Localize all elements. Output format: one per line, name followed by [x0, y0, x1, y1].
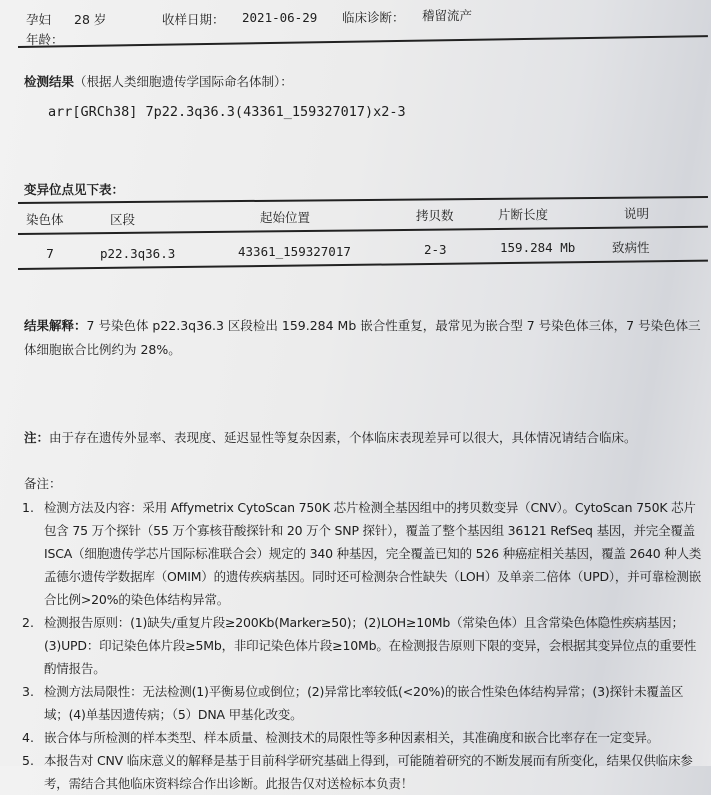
remark-text: 检测报告原则：(1)缺失/重复片段≥200Kb(Marker≥50)；(2)LOH≥10Mb（常染色体）且含常染色体隐性疾病基因；(3)UPD：印记染色体片段≥5Mb，非印记染色体片段≥10Mb。在检测报告原则下限的变异，会根据其变异位点的重要性酌情报告。 — [44, 615, 697, 676]
interpretation-label: 结果解释： — [24, 318, 87, 333]
cell-description: 致病性 — [612, 240, 650, 255]
remarks-list — [22, 496, 706, 795]
remark-item-4 — [22, 726, 706, 749]
age-label: 年龄： — [26, 32, 64, 47]
result-title-text: 检测结果 — [24, 74, 75, 89]
remark-number: 3. — [22, 684, 34, 699]
pregnant-label: 孕妇 — [26, 12, 52, 27]
header-divider — [18, 35, 708, 48]
result-title-note: （根据人类细胞遗传学国际命名体制）： — [74, 74, 293, 89]
th-length: 片断长度 — [498, 207, 549, 222]
remark-number: 4. — [22, 730, 34, 745]
diagnosis-label: 临床诊断： — [342, 10, 405, 25]
remark-number: 2. — [22, 615, 34, 630]
remark-text: 检测方法局限性：无法检测(1)平衡易位或倒位；(2)异常比率较低(<20%)的嵌合性染色体结构异常；(3)探针未覆盖区域；(4)单基因遗传病；（5）DNA 甲基化改变。 — [44, 684, 684, 722]
note — [24, 428, 637, 446]
remark-item-1 — [22, 496, 706, 611]
remark-number: 1. — [22, 500, 34, 515]
th-chromosome: 染色体 — [26, 212, 64, 227]
remark-text: 本报告对 CNV 临床意义的解释是基于目前科学研究基础上得到，可能随着研究的不断发展而有所变化，结果仅供临床参考，需结合其他临床资料综合作出诊断。此报告仅对送检标本负责！ — [44, 753, 693, 791]
table-bottom-rule — [18, 260, 708, 270]
remarks-label: 备注： — [24, 476, 62, 491]
th-region: 区段 — [110, 212, 136, 227]
th-copy: 拷贝数 — [416, 208, 454, 223]
table-title: 变异位点见下表： — [24, 182, 125, 197]
cell-start: 43361_159327017 — [238, 244, 351, 259]
cell-length: 159.284 Mb — [500, 240, 576, 255]
cell-chromosome: 7 — [46, 246, 54, 261]
remark-item-3 — [22, 680, 706, 726]
cell-copy: 2-3 — [424, 242, 447, 257]
sample-date: 2021-06-29 — [242, 10, 318, 25]
th-description: 说明 — [624, 206, 650, 221]
note-text: 由于存在遗传外显率、表现度、延迟显性等复杂因素，个体临床表现差异可以很大，具体情况请结合临床。 — [49, 430, 637, 445]
interpretation-text: 7 号染色体 p22.3q36.3 区段检出 159.284 Mb 嵌合性重复，最常见为嵌合型 7 号染色体三体，7 号染色体三体细胞嵌合比例约为 28%。 — [24, 318, 701, 357]
remark-number: 5. — [22, 753, 34, 768]
sample-date-label: 收样日期： — [162, 12, 225, 27]
remark-text: 检测方法及内容：采用 Affymetrix CytoScan 750K 芯片检测全基因组中的拷贝数变异（CNV）。CytoScan 750K 芯片包含 75 万个探针（55 万个寡核苷酸探针和 20 万个 SNP 探针），覆盖了整个基因组 36121 RefSeq 基因，并完全覆盖 ISCA（细胞遗传学芯片国际标准联合会）规定的 340 种基因，完全覆盖已知的 526 种癌症相关基因，覆盖 2640 种人类孟德尔遗传学数据库（OMIM）的遗传疾病基因。同时还可检测杂合性缺失（LOH）及单亲二倍体（UPD），并可靠检测嵌合比例>20%的染色体结构异常。 — [44, 500, 702, 607]
result-title — [24, 72, 293, 90]
th-start: 起始位置 — [260, 210, 311, 225]
remark-text: 嵌合体与所检测的样本类型、样本质量、检测技术的局限性等多种因素相关，其准确度和嵌合比率存在一定变异。 — [44, 730, 660, 745]
karyotype: arr[GRCh38] 7p22.3q36.3(43361_159327017)x2-3 — [48, 104, 406, 120]
diagnosis-value: 稽留流产 — [422, 8, 473, 23]
remark-item-5 — [22, 749, 706, 795]
age-value: 28 岁 — [74, 12, 107, 27]
interpretation — [24, 314, 704, 362]
note-label: 注： — [24, 430, 50, 445]
remark-item-2 — [22, 611, 706, 680]
cell-region: p22.3q36.3 — [100, 246, 176, 261]
